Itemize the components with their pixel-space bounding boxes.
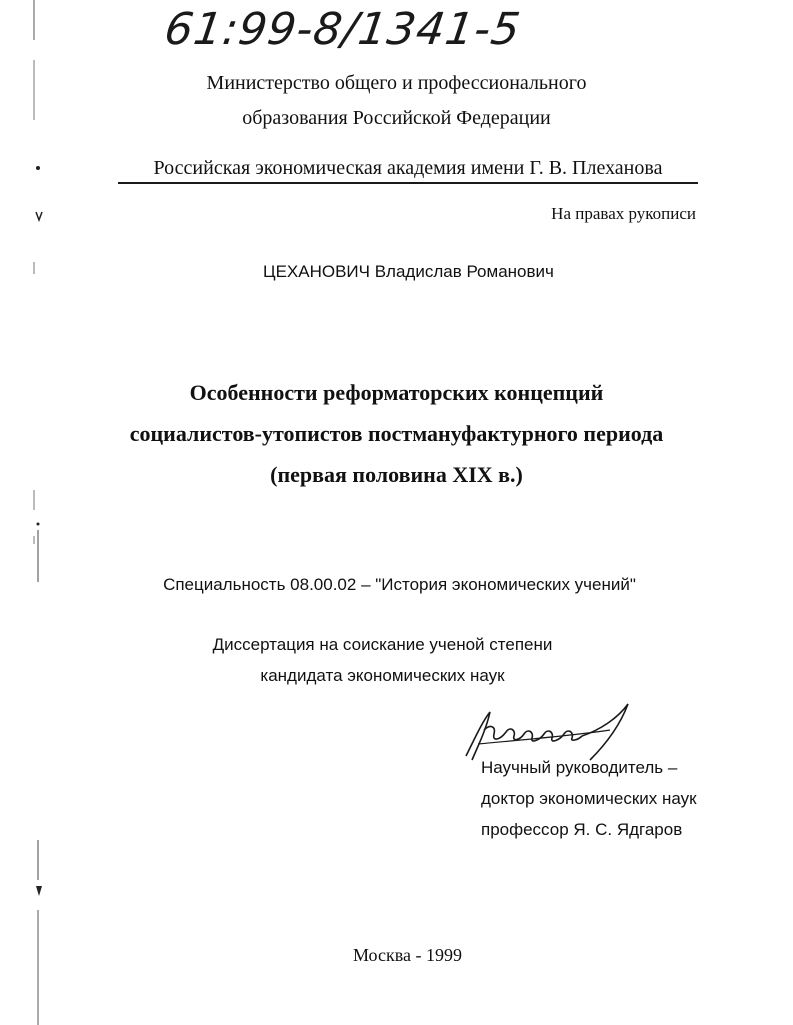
city-and-year: Москва - 1999 bbox=[353, 945, 462, 965]
title-line-3: (первая половина XIX в.) bbox=[270, 462, 523, 487]
title-line-1: Особенности реформаторских концепций bbox=[189, 380, 604, 405]
ministry-line-2: образования Российской Федерации bbox=[242, 107, 551, 129]
rights-note: На правах рукописи bbox=[551, 204, 696, 223]
title-line-2: социалистов-утопистов постмануфактурного периода bbox=[129, 421, 664, 446]
degree-line-2: кандидата экономических наук bbox=[260, 666, 505, 685]
supervisor-line-1: Научный руководитель – bbox=[481, 758, 678, 777]
degree-line-1: Диссертация на соискание ученой степени bbox=[212, 635, 553, 654]
ministry-line-1: Министерство общего и профессионального bbox=[206, 72, 587, 94]
archive-code-handwritten: 61:99-8/1341-5 bbox=[161, 4, 524, 55]
supervisor-line-2: доктор экономических наук bbox=[481, 789, 697, 808]
supervisor-line-3: профессор Я. С. Ядгаров bbox=[481, 820, 683, 839]
scan-margin-marks bbox=[28, 0, 48, 1025]
author-name: ЦЕХАНОВИЧ Владислав Романович bbox=[263, 262, 554, 281]
academy-name: Российская экономическая академия имени Г. В. Плеханова bbox=[118, 156, 698, 184]
specialty: Специальность 08.00.02 – "История экономических учений" bbox=[163, 575, 636, 594]
